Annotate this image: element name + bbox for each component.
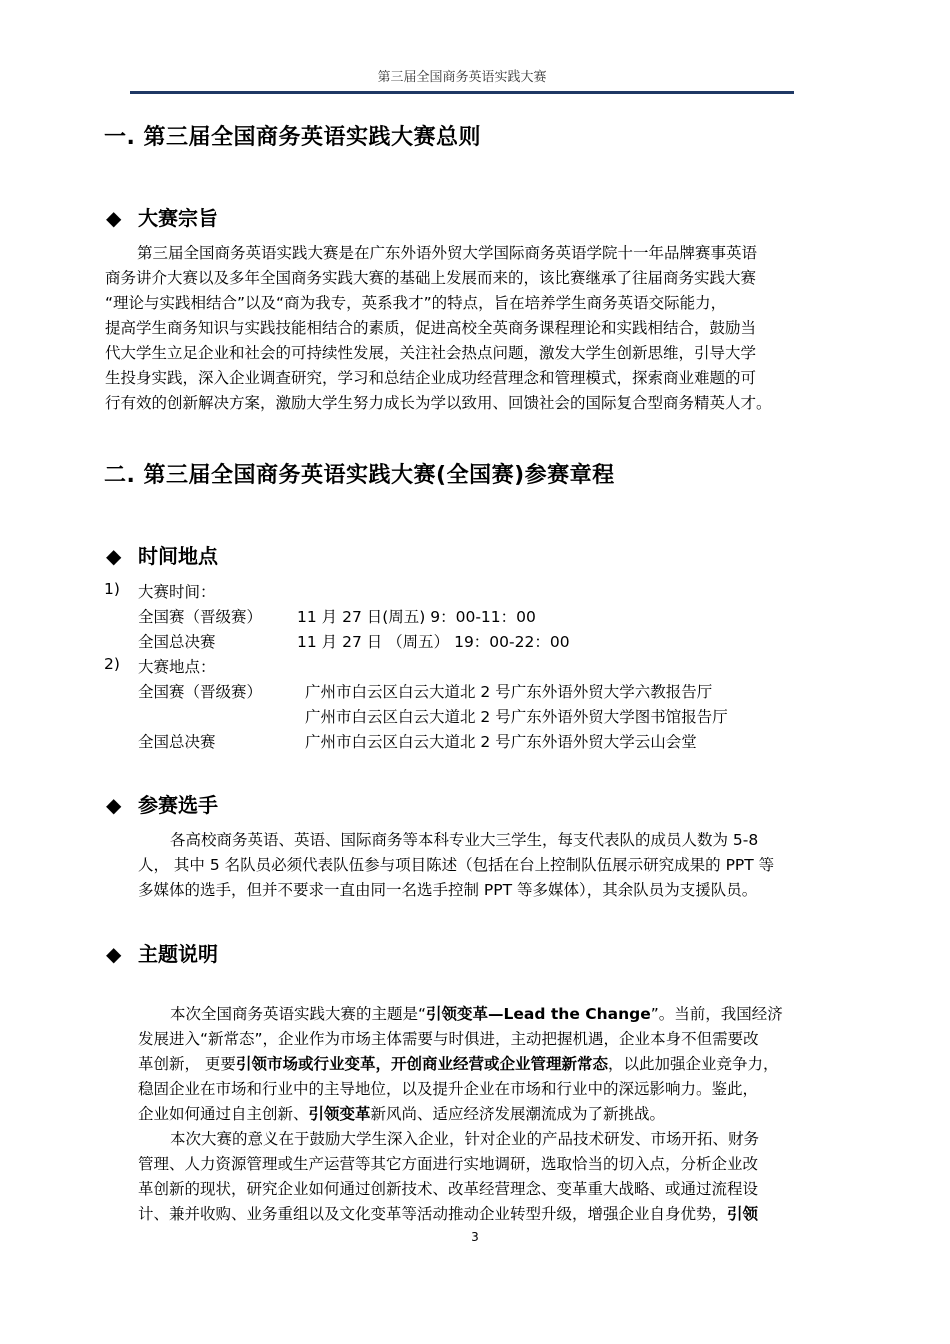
paragraph-line [138,1052,816,1077]
venue-place: 广州市白云区白云大道北 2 号广东外语外贸大学图书馆报告厅 [305,708,728,726]
venue-name: 全国总决赛 [138,733,216,751]
place-label: 大赛地点： [138,658,216,676]
purpose-paragraph [105,241,815,416]
header-divider [130,91,794,94]
time-place-title: 时间地点 [138,544,218,568]
paragraph-line: 管理、人力资源管理或生产运营等其它方面进行实地调研，选取恰当的切入点，分析企业改 [138,1155,759,1173]
page-header: 第三届全国商务英语实践大赛 [377,70,547,85]
paragraph-line: 行有效的创新解决方案，激励大学生努力成长为学以致用、回馈社会的国际复合型商务精英人才。 [105,394,772,412]
text-run: 计、兼并收购、业务重组以及文化变革等活动推动企业转型升级，增强企业自身优势， [138,1205,728,1223]
section-1-heading: 一. 第三届全国商务英语实践大赛总则 [104,125,482,150]
diamond-bullet-icon: ◆ [106,793,122,817]
bold-text: 开创商业经营或企业管理新常态 [390,1055,608,1073]
participants-heading [106,789,218,818]
paragraph-line: 发展进入“新常态”，企业作为市场主体需要与时俱进，主动把握机遇，企业本身不但需要改 [138,1030,759,1048]
text-run: 企业如何通过自主创新、 [138,1105,309,1123]
participants-title: 参赛选手 [138,793,218,817]
schedule-name: 全国总决赛 [138,633,216,651]
schedule-name: 全国赛（晋级赛） [138,608,263,626]
paragraph-line: 本次大赛的意义在于鼓励大学生深入企业，针对企业的产品技术研发、市场开拓、财务 [170,1130,760,1148]
paragraph-line: 生投身实践，深入企业调查研究，学习和总结企业成功经营理念和管理模式，探索商业难题的可 [105,369,757,387]
diamond-bullet-icon: ◆ [106,206,122,230]
text-run: ，以此加强企业竞争力， [607,1055,779,1073]
purpose-heading [106,202,218,231]
text-run: 新风尚、适应经济发展潮流成为了新挑战。 [370,1105,666,1123]
bold-text: 引领 [727,1205,759,1223]
list-number: 2) [104,655,120,673]
schedule-time: 11 月 27 日(周五) 9：00-11：00 [297,608,536,626]
paragraph-line: “理论与实践相结合”以及“商为我专，英系我才”的特点，旨在培养学生商务英语交际能力， [105,294,727,312]
bold-text: 引领变革—Lead the Change [426,1005,651,1023]
venue-name: 全国赛（晋级赛） [138,683,263,701]
list-number: 1) [104,580,120,598]
paragraph-line: 第三届全国商务英语实践大赛是在广东外语外贸大学国际商务英语学院十一年品牌赛事英语 [137,244,758,262]
diamond-bullet-icon: ◆ [106,544,122,568]
text-run: ”。当前，我国经济 [650,1005,783,1023]
paragraph-line: 商务讲介大赛以及多年全国商务实践大赛的基础上发展而来的，该比赛继承了往届商务实践大赛 [105,269,757,287]
paragraph-line: 人， 其中 5 名队员必须代表队伍参与项目陈述（包括在台上控制队伍展示研究成果的 PPT 等 [138,856,775,874]
paragraph-line: 革创新的现状，研究企业如何通过创新技术、改革经营理念、变革重大战略、或通过流程设 [138,1180,759,1198]
bold-text: ， [375,1055,391,1073]
paragraph-line: 代大学生立足企业和社会的可持续性发展，关注社会热点问题，激发大学生创新思维，引导大学 [105,344,757,362]
bold-text: 引领市场或行业变革 [235,1055,376,1073]
paragraph-line: 提高学生商务知识与实践技能相结合的素质，促进高校全英商务课程理论和实践相结合，鼓励当 [105,319,757,337]
paragraph-line: 多媒体的选手，但并不要求一直由同一名选手控制 PPT 等多媒体），其余队员为支援队员。 [138,881,758,899]
purpose-title: 大赛宗旨 [138,206,218,230]
paragraph-line [138,1002,816,1027]
schedule-time: 11 月 27 日 （周五） 19：00-22：00 [297,633,570,651]
venue-place: 广州市白云区白云大道北 2 号广东外语外贸大学六教报告厅 [305,683,713,701]
venue-place: 广州市白云区白云大道北 2 号广东外语外贸大学云山会堂 [305,733,697,751]
page-number: 3 [471,1230,479,1244]
bold-text: 引领变革 [308,1105,371,1123]
paragraph-line: 稳固企业在市场和行业中的主导地位，以及提升企业在市场和行业中的深远影响力。鉴此， [138,1080,759,1098]
theme-paragraph-2 [138,1127,816,1227]
theme-paragraph-1 [138,1002,816,1127]
diamond-bullet-icon: ◆ [106,942,122,966]
time-label: 大赛时间： [138,583,216,601]
participants-paragraph [138,828,816,903]
text-run: 革创新， 更要 [138,1055,236,1073]
time-place-heading [106,540,218,569]
section-2-heading: 二. 第三届全国商务英语实践大赛(全国赛)参赛章程 [104,463,615,488]
theme-title: 主题说明 [138,942,218,966]
theme-heading [106,938,218,967]
paragraph-line [138,1202,816,1227]
text-run: 本次全国商务英语实践大赛的主题是“ [170,1005,427,1023]
paragraph-line: 各高校商务英语、英语、国际商务等本科专业大三学生，每支代表队的成员人数为 5-8 [170,831,759,849]
paragraph-line [138,1102,816,1127]
